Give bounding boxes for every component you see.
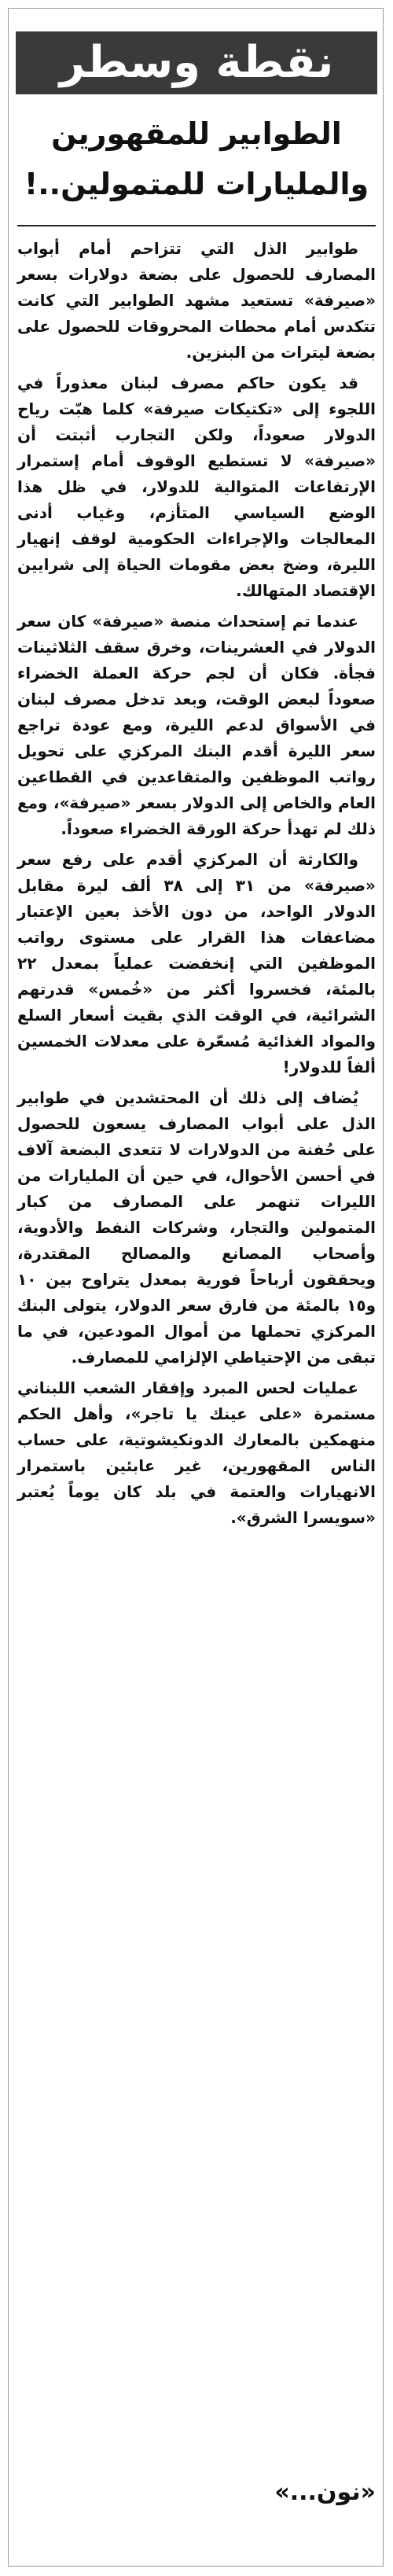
article-paragraph: يُضاف إلى ذلك أن المحتشدين في طوابير الذل على أبواب المصارف يسعون للحصول على حُفنة من الدولارات لا تتعدى البضعة آلاف في أحسن الأحوال، في حين أن المليارات من الليرات تنهمر على المصارف من كبار المتمولين والتجار، وشركات النفط والأدوية، وأصحاب المصانع والمصالح المقتدرة، ويحققون أرباحاً فورية بمعدل يتراوح بين ١٠ و١٥ بالمئة من فارق سعر الدولار، يتولى البنك المركزي تحملها من أموال المودعين، في ما تبقى من الإحتياطي الإلزامي للمصارف.: [17, 1088, 376, 1367]
article-paragraph: عمليات لحس المبرد وإفقار الشعب اللبناني مستمرة «على عينك يا تاجر»، وأهل الحكم منهمكين بالمعارك الدونكيشوتية، على حساب الناس المقهورين، غير عابئين باستمرار الانهيارات والعتمة في بلد كان يوماً يُعتبر «سويسرا الشرق».: [17, 1378, 376, 1527]
article-body: [17, 236, 376, 1536]
article-paragraph: عندما تم إستحداث منصة «صيرفة» كان سعر الدولار في العشرينات، وخرق سقف الثلاثينات فجأة. فكان أن لجم حركة العملة الخضراء صعوداً لبعض الوقت، وبعد تدخل مصرف لبنان في الأسواق لدعم الليرة، ومع عودة تراجع سعر الليرة أقدم البنك المركزي على تحويل رواتب الموظفين والمتقاعدين في القطاعين العام والخاص إلى الدولار بسعر «صيرفة»، ومع ذلك لم تهدأ حركة الورقة الخضراء صعوداً.: [17, 612, 376, 838]
author-signoff: «نون...»: [274, 2478, 376, 2506]
article-headline: [17, 109, 376, 209]
column-banner: [16, 31, 377, 94]
column-banner-title: نقطة وسطر: [59, 37, 334, 88]
article-paragraph: والكارثة أن المركزي أقدم على رفع سعر «صيرفة» من ٣١ إلى ٣٨ ألف ليرة مقابل الدولار الواحد، من دون الأخذ بعين الإعتبار مضاعفات هذا القرار على مستوى رواتب الموظفين التي إنخفضت عملياً بمعدل ٢٢ بالمئة، فخسروا أكثر من «خُمس» قدرتهم الشرائية، في الوقت الذي بقيت أسعار السلع والمواد الغذائية مُسعّرة على معدلات الخمسين ألفاً للدولار!: [17, 850, 376, 1076]
headline-line-1: الطوابير للمقهورين: [51, 116, 342, 151]
headline-divider: [17, 225, 376, 226]
headline-line-2: والمليارات للمتمولين..!: [24, 167, 369, 201]
article-paragraph: طوابير الذل التي تتزاحم أمام أبواب المصارف للحصول على بضعة دولارات بسعر «صيرفة» تستعيد مشهد الطوابير التي كانت تتكدس أمام محطات المحروقات للحصول على بضعة ليترات من البنزين.: [17, 239, 376, 362]
article-paragraph: قد يكون حاكم مصرف لبنان معذوراً في اللجوء إلى «تكتيكات صيرفة» كلما هبّت رياح الدولار صعوداً، ولكن التجارب أثبتت أن «صيرفة» لا تستطيع الوقوف أمام إستمرار الإرتفاعات المتوالية للدولار، في ظل هذا الوضع السياسي المتأزم، وغياب أدنى المعالجات والإجراءات الحكومية لوقف إنهيار الليرة، وضخ بعض مقومات الحياة إلى شرايين الإقتصاد المتهالك.: [17, 374, 376, 600]
